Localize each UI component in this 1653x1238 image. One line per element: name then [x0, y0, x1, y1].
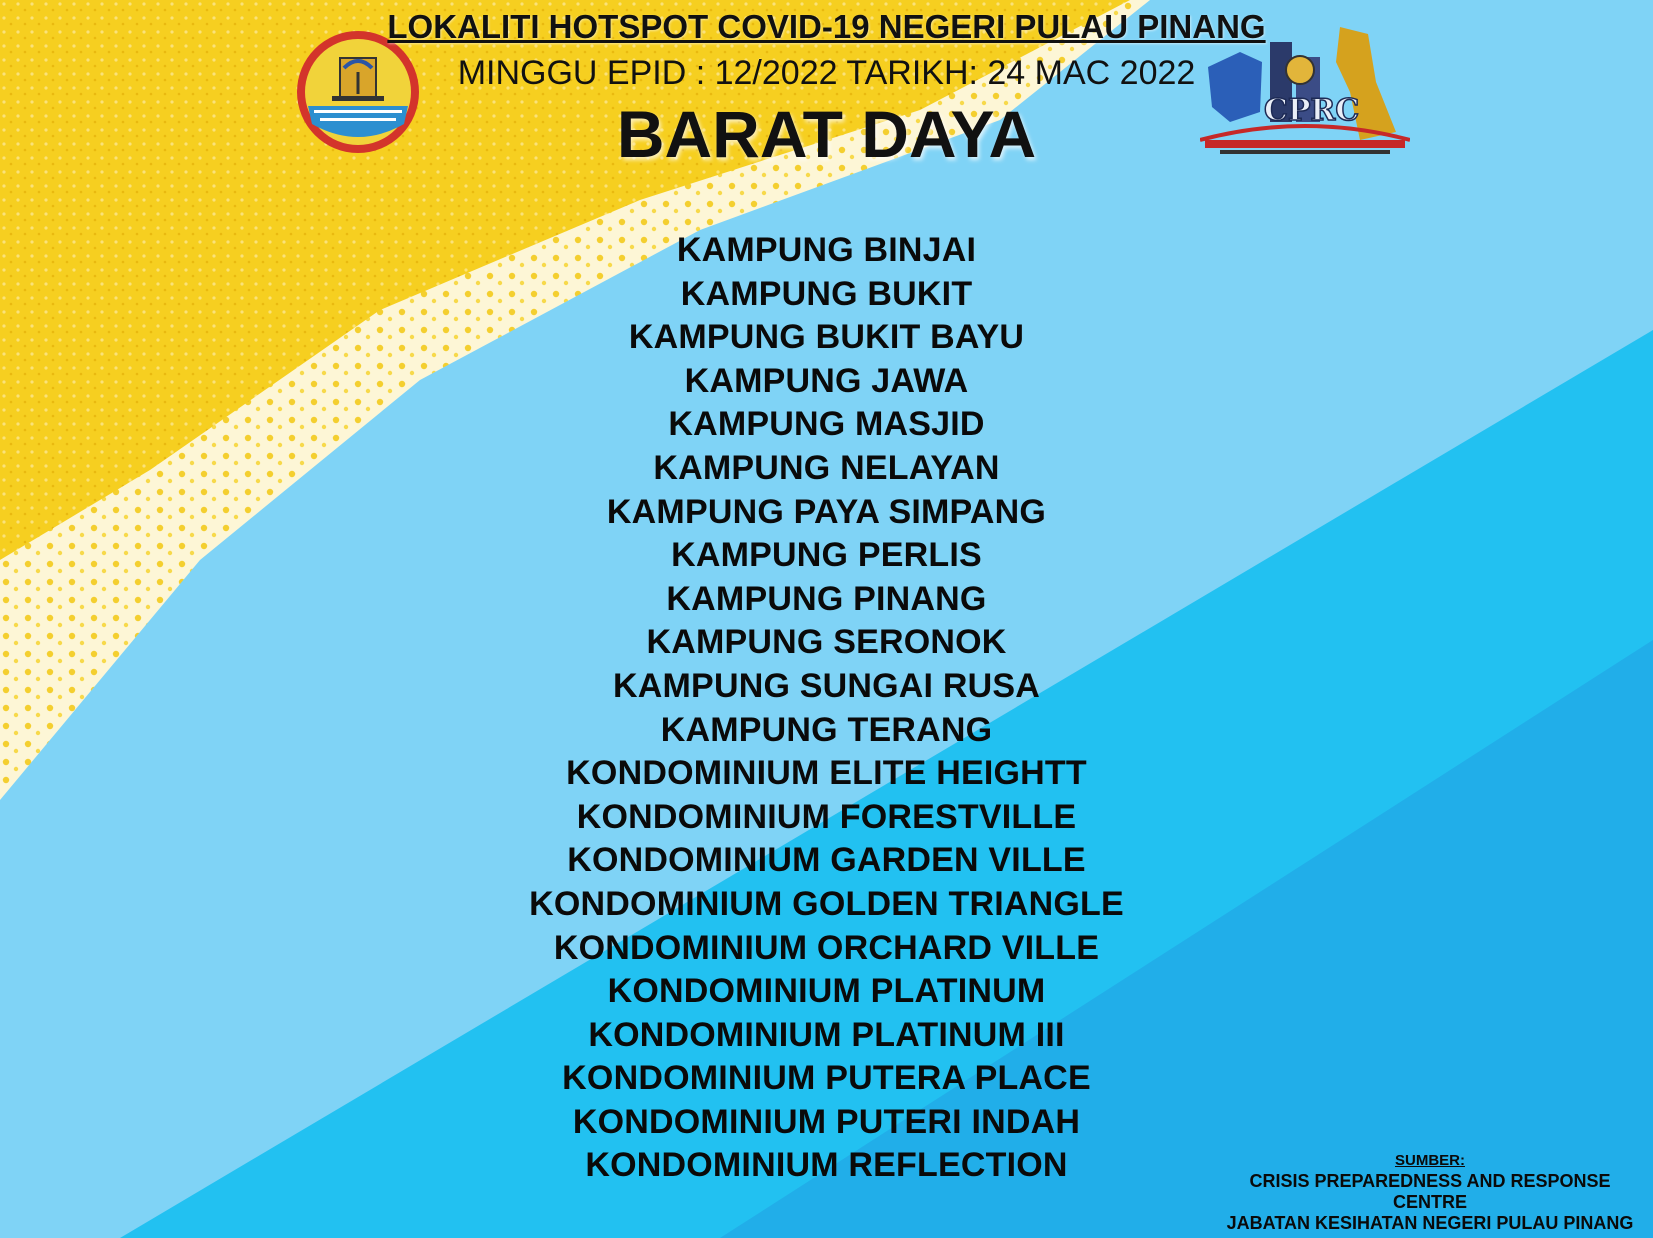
list-item: KONDOMINIUM PUTERI INDAH	[572, 1102, 1081, 1141]
list-item: KONDOMINIUM PLATINUM III	[588, 1015, 1065, 1054]
page-subtitle: MINGGU EPID : 12/2022 TARIKH: 24 MAC 2022	[457, 54, 1196, 92]
list-item: KONDOMINIUM GOLDEN TRIANGLE	[529, 884, 1124, 923]
list-item: KONDOMINIUM ELITE HEIGHTT	[566, 754, 1087, 793]
list-item: KONDOMINIUM REFLECTION	[585, 1146, 1068, 1185]
list-item: KONDOMINIUM PUTERA PLACE	[562, 1059, 1091, 1098]
page-title: LOKALITI HOTSPOT COVID-19 NEGERI PULAU PINANG	[387, 8, 1266, 45]
list-item: KAMPUNG PAYA SIMPANG	[606, 492, 1047, 531]
source-label: SUMBER:	[1395, 1152, 1465, 1169]
list-item: KAMPUNG BUKIT BAYU	[628, 318, 1025, 357]
list-item: KAMPUNG SERONOK	[646, 623, 1007, 662]
source-line: CRISIS PREPAREDNESS AND RESPONSE	[1249, 1171, 1611, 1191]
list-item: KONDOMINIUM FORESTVILLE	[576, 797, 1077, 836]
source-credit	[1210, 1150, 1650, 1234]
list-item: KAMPUNG PERLIS	[671, 536, 982, 575]
cprc-logo-text: CPRC	[1264, 93, 1360, 128]
list-item: KAMPUNG NELAYAN	[653, 448, 1000, 487]
list-item: KAMPUNG SUNGAI RUSA	[613, 666, 1040, 705]
list-item: KAMPUNG MASJID	[668, 405, 985, 444]
list-item: KAMPUNG JAWA	[684, 361, 969, 400]
list-item: KAMPUNG BINJAI	[676, 231, 977, 269]
list-item: KAMPUNG PINANG	[666, 579, 987, 618]
list-item: KONDOMINIUM ORCHARD VILLE	[553, 928, 1100, 967]
locality-list	[0, 229, 1653, 1188]
list-item: KONDOMINIUM PLATINUM	[607, 972, 1046, 1011]
source-line: JABATAN KESIHATAN NEGERI PULAU PINANG	[1226, 1213, 1634, 1233]
list-item: KONDOMINIUM GARDEN VILLE	[567, 841, 1086, 880]
district-heading: BARAT DAYA	[616, 97, 1037, 171]
source-line: CENTRE	[1392, 1192, 1467, 1212]
list-item: KAMPUNG BUKIT	[680, 274, 973, 313]
list-item: KAMPUNG TERANG	[660, 710, 993, 749]
